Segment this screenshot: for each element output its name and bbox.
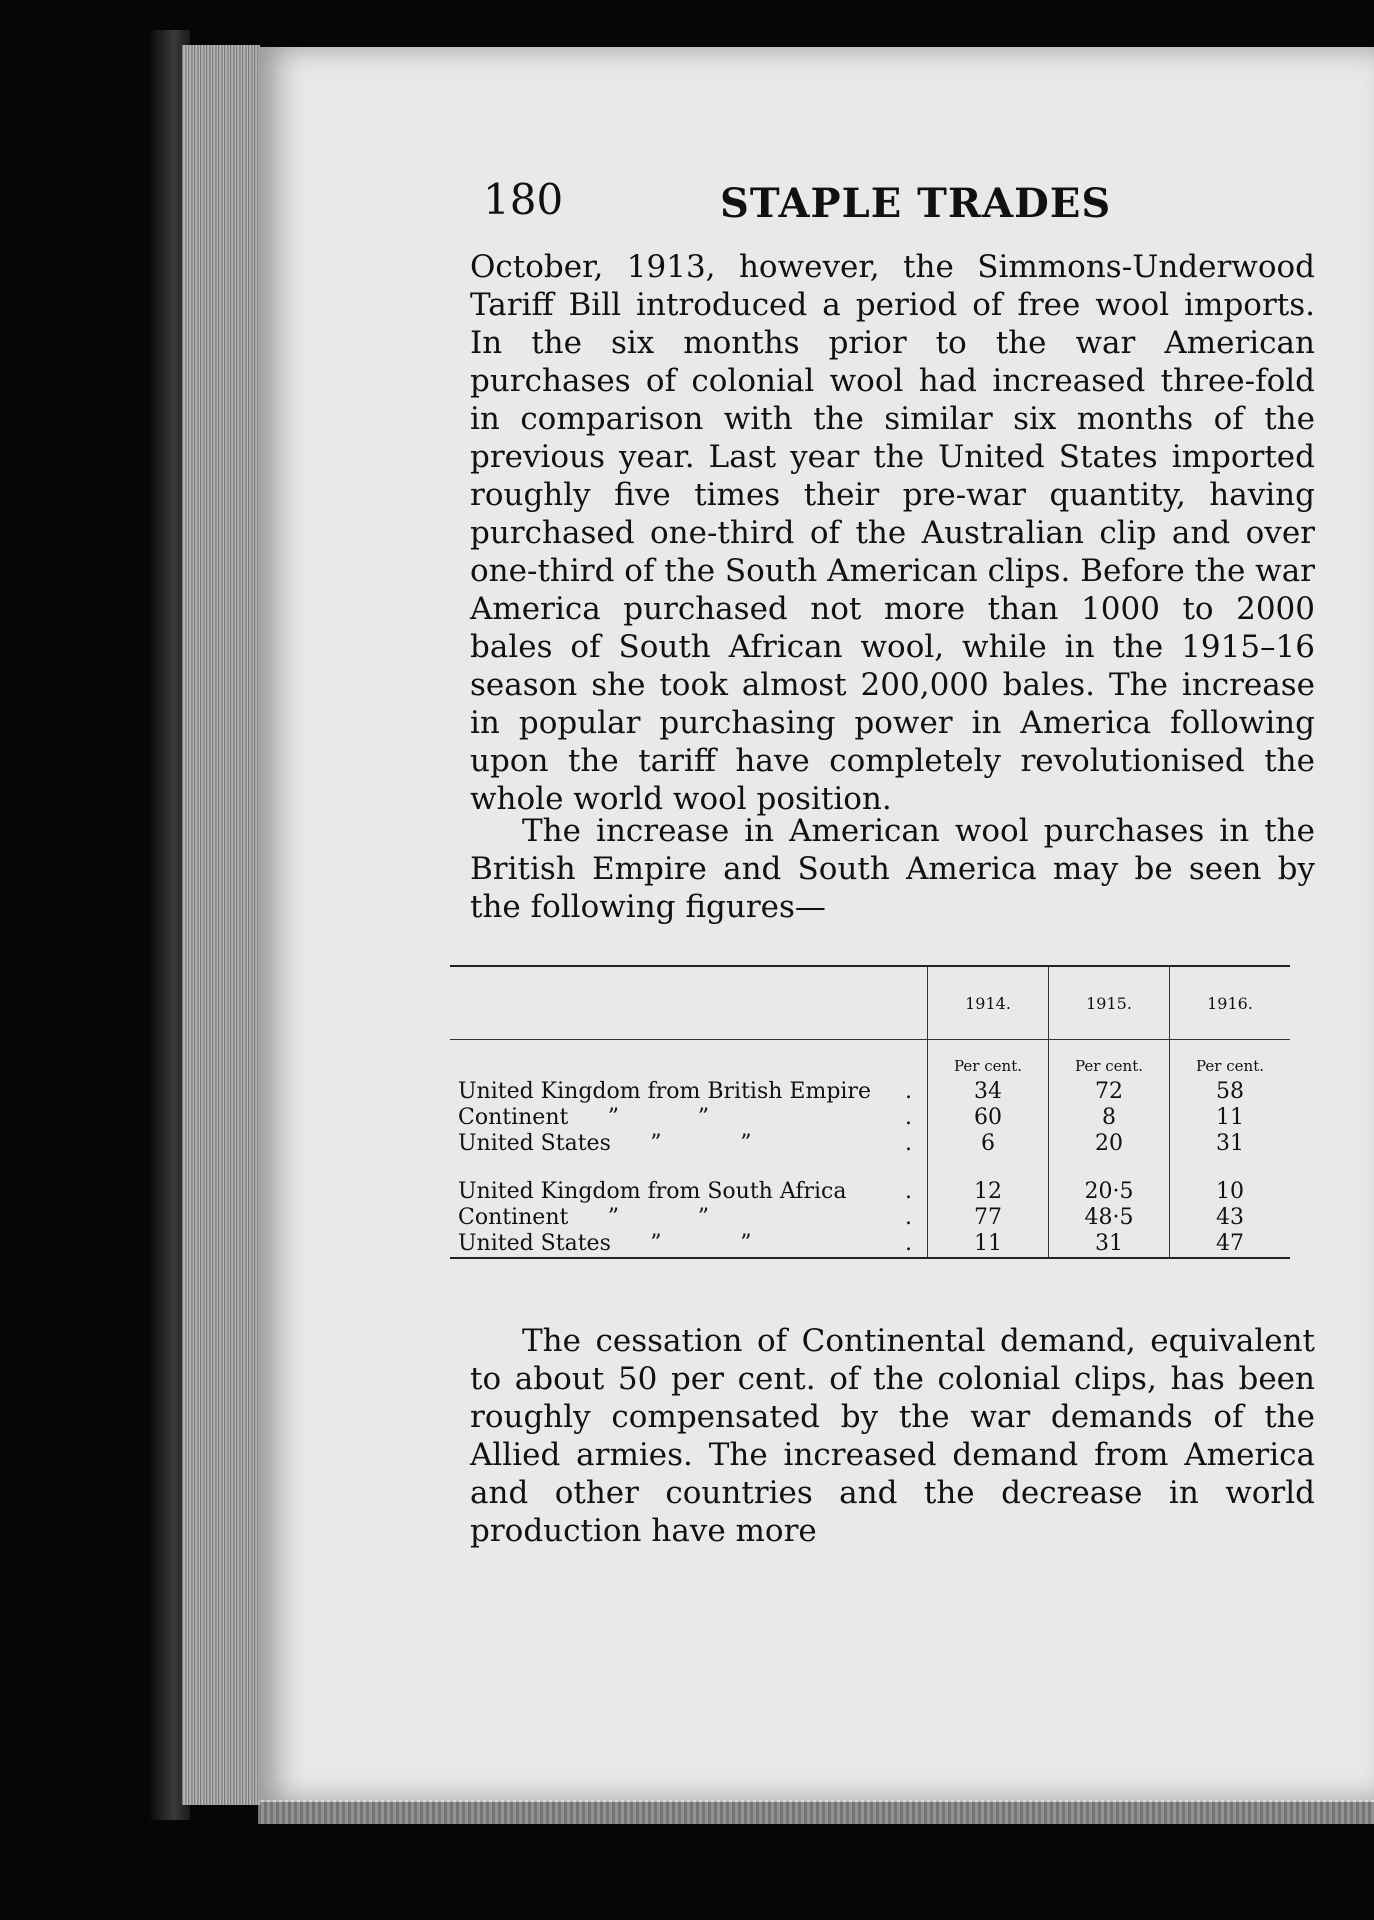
- ditto-mark: ”: [740, 1131, 752, 1156]
- value-cell: 11: [928, 1231, 1049, 1258]
- page-bottom-edge: [258, 1800, 1374, 1824]
- row-label-text: United Kingdom from British Empire: [458, 1079, 871, 1104]
- table-row: [450, 1131, 1290, 1157]
- year-header: 1914.: [928, 966, 1049, 1040]
- ditto-mark: ”: [740, 1231, 752, 1256]
- value-cell: 43: [1170, 1205, 1291, 1231]
- book-page-edges: [182, 45, 260, 1805]
- spacer-cell: [1170, 1157, 1291, 1179]
- wool-purchases-table: [450, 965, 1290, 1259]
- table-header-row: [450, 966, 1290, 1040]
- group-spacer: [450, 1157, 1290, 1179]
- spacer-cell: [928, 1157, 1049, 1179]
- running-head: STAPLE TRADES: [720, 180, 1112, 227]
- value-cell: 10: [1170, 1179, 1291, 1205]
- ditto-mark: ”: [607, 1205, 619, 1230]
- table-row: [450, 1079, 1290, 1105]
- year-header: 1916.: [1170, 966, 1291, 1040]
- row-label: [450, 1131, 928, 1157]
- row-label: [450, 1231, 928, 1258]
- table-row: [450, 1105, 1290, 1131]
- row-label-text: United States: [458, 1231, 611, 1256]
- value-cell: 31: [1170, 1131, 1291, 1157]
- value-cell: 72: [1049, 1079, 1170, 1105]
- table-row: [450, 1179, 1290, 1205]
- ditto-mark: ”: [697, 1205, 709, 1230]
- row-label: [450, 1105, 928, 1131]
- ditto-mark: ”: [607, 1105, 619, 1130]
- ditto-mark: ”: [650, 1231, 662, 1256]
- unit-row: [450, 1040, 1290, 1080]
- value-cell: 48·5: [1049, 1205, 1170, 1231]
- row-label: [450, 1179, 928, 1205]
- leader-dot: .: [905, 1131, 912, 1156]
- row-label-text: United States: [458, 1131, 611, 1156]
- spacer-cell: [450, 1157, 928, 1179]
- leader-dot: .: [905, 1079, 912, 1104]
- value-cell: 58: [1170, 1079, 1291, 1105]
- paragraph-2: The increase in American wool purchases in the British Empire and South America may be seen by the following figures—: [470, 813, 1315, 925]
- leader-dot: .: [905, 1205, 912, 1230]
- leader-dot: .: [905, 1179, 912, 1204]
- paragraph-1: October, 1913, however, the Simmons-Underwood Tariff Bill introduced a period of free wool imports. In the six months prior to the war American purchases of colonial wool had increased three-fold in comparison with the similar six months of the previous year. Last year the United States imported roughly five times their pre-war quantity, having purchased one-third of the Australian clip and over one-third of the South American clips. Before the war America purchased not more than 1000 to 2000 bales of South African wool, while in the 1915–16 season she took almost 200,000 bales. The increase in popular purchasing power in America following upon the tariff have completely revolutionised the whole world wool position.: [470, 249, 1315, 817]
- value-cell: 31: [1049, 1231, 1170, 1258]
- value-cell: 20: [1049, 1131, 1170, 1157]
- ditto-mark: ”: [697, 1105, 709, 1130]
- value-cell: 8: [1049, 1105, 1170, 1131]
- table-header-blank: [450, 966, 928, 1040]
- table-row: [450, 1205, 1290, 1231]
- page-number: 180: [483, 175, 564, 224]
- value-cell: 6: [928, 1131, 1049, 1157]
- table-row: [450, 1231, 1290, 1258]
- value-cell: 12: [928, 1179, 1049, 1205]
- row-label: [450, 1079, 928, 1105]
- row-label-text: United Kingdom from South Africa: [458, 1179, 847, 1204]
- unit-label-blank: [450, 1040, 928, 1080]
- table-body: [450, 1040, 1290, 1259]
- value-cell: 77: [928, 1205, 1049, 1231]
- row-label-text: Continent: [458, 1105, 569, 1130]
- paragraph-3: The cessation of Continental demand, equivalent to about 50 per cent. of the colonial clips, has been roughly compensated by the war demands of the Allied armies. The increased demand from America and other countries and the decrease in world production have more: [470, 1323, 1315, 1549]
- unit-label: Per cent.: [1170, 1040, 1291, 1080]
- value-cell: 34: [928, 1079, 1049, 1105]
- value-cell: 20·5: [1049, 1179, 1170, 1205]
- value-cell: 11: [1170, 1105, 1291, 1131]
- value-cell: 47: [1170, 1231, 1291, 1258]
- spacer-cell: [1049, 1157, 1170, 1179]
- unit-label: Per cent.: [1049, 1040, 1170, 1080]
- year-header: 1915.: [1049, 966, 1170, 1040]
- unit-label: Per cent.: [928, 1040, 1049, 1080]
- leader-dot: .: [905, 1105, 912, 1130]
- ditto-mark: ”: [650, 1131, 662, 1156]
- row-label: [450, 1205, 928, 1231]
- leader-dot: .: [905, 1231, 912, 1256]
- row-label-text: Continent: [458, 1205, 569, 1230]
- value-cell: 60: [928, 1105, 1049, 1131]
